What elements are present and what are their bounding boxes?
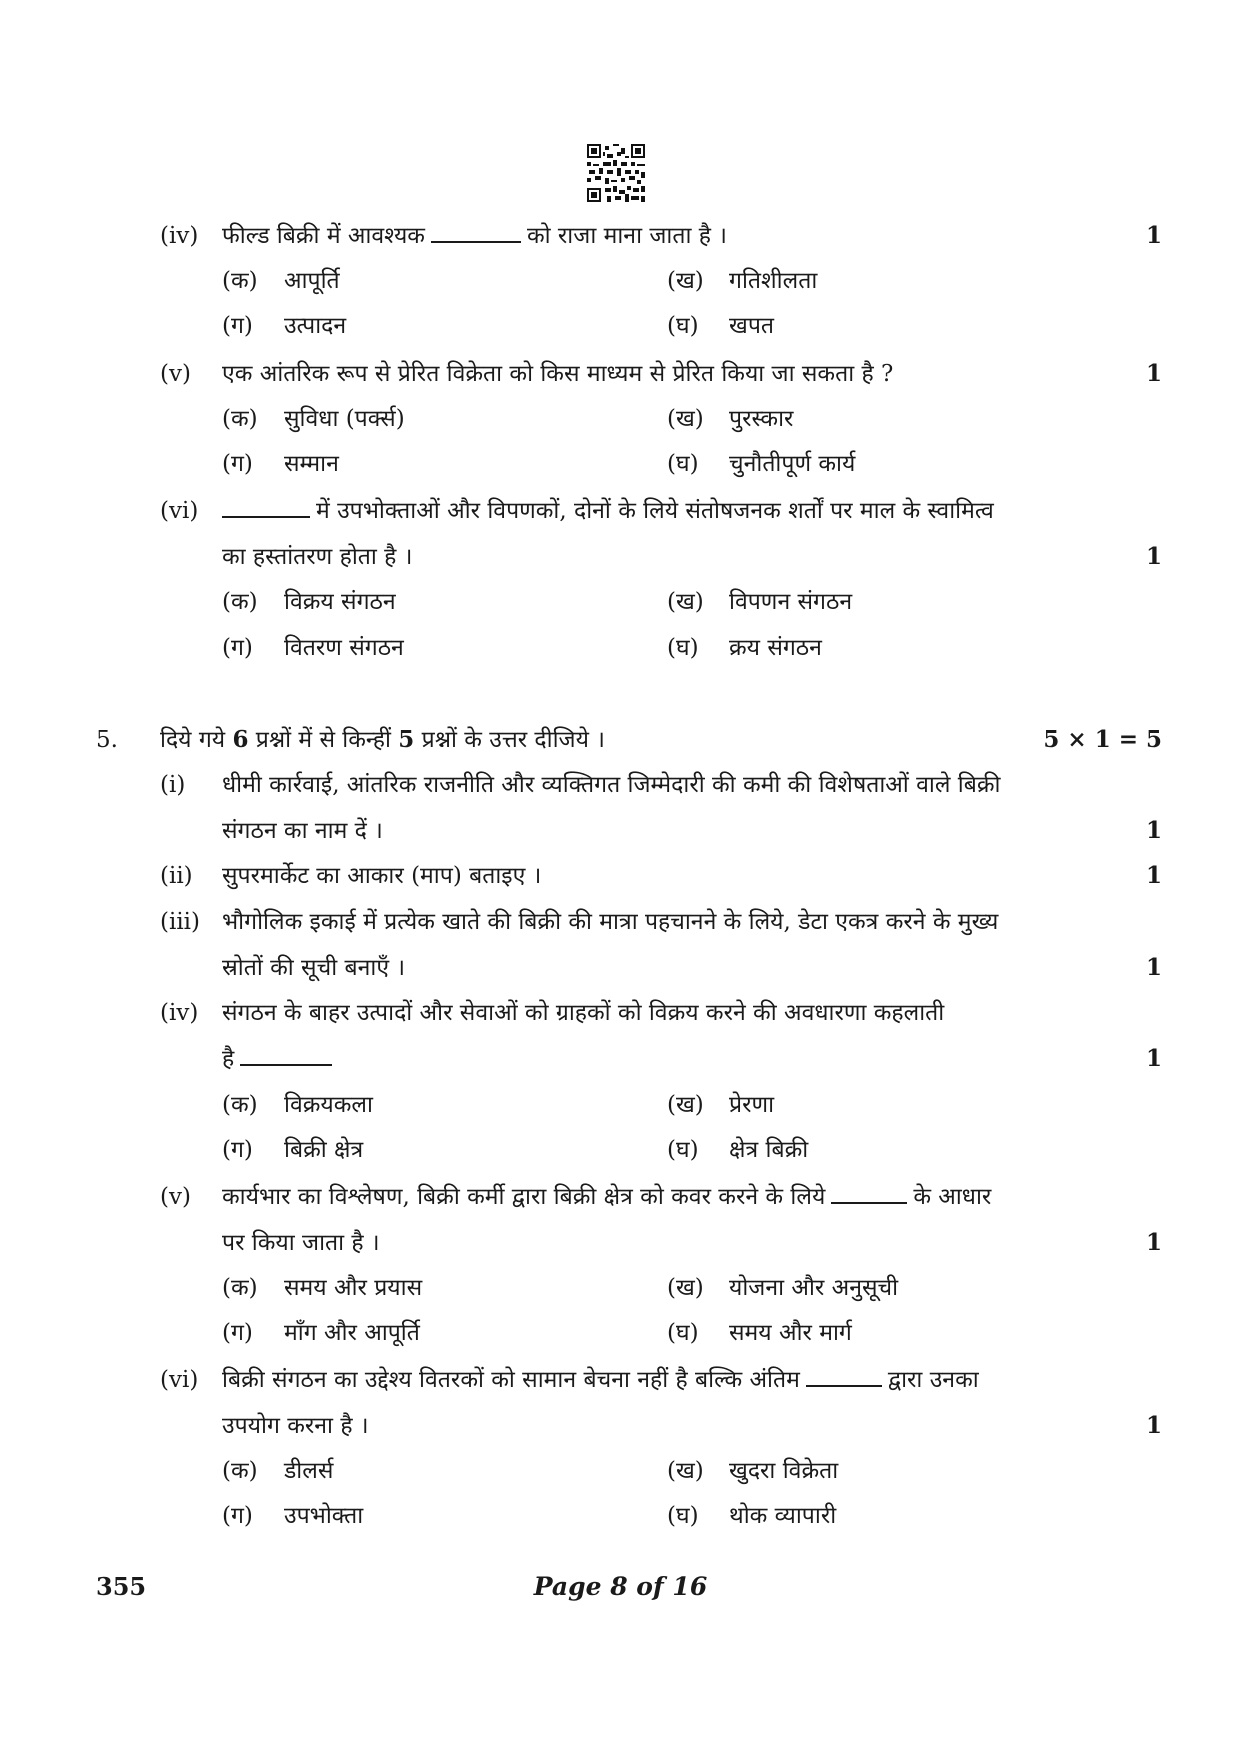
q4-v-number: (v) [160,361,191,387]
option-label: (क) [222,589,258,615]
q5-v-option-d [667,1311,852,1355]
option-text: विपणन संगठन [729,589,853,615]
option-text: थोक व्यापारी [729,1503,837,1529]
q4-iv-number: (iv) [160,223,199,249]
q4-iv-text-after: को राजा माना जाता है । [526,223,727,249]
q4-v-mark: 1 [1145,360,1162,387]
q5-iii-line2: स्रोतों की सूची बनाएँ । [222,955,406,981]
q5-iv-option-b [667,1083,774,1127]
option-label: (घ) [667,1503,699,1529]
option-label: (ख) [667,268,704,294]
option-label: (ग) [222,1137,253,1163]
option-text: खुदरा विक्रेता [729,1458,839,1484]
q4-iv-text-before: फील्ड बिक्री में आवश्यक [222,223,425,249]
q5-v-number: (v) [160,1184,191,1210]
q5-iii-line1: भौगोलिक इकाई में प्रत्येक खाते की बिक्री की मात्रा पहचानने के लिये, डेटा एकत्र करने के मुख्य [222,909,999,935]
option-label: (क) [222,1458,258,1484]
q5-i-number: (i) [160,772,186,798]
option-label: (ग) [222,313,253,339]
q5-iv-option-a [222,1083,373,1127]
q4-v-option-b [667,397,793,441]
option-label: (क) [222,1275,258,1301]
answer-blank [240,1060,332,1066]
qr-code-icon [587,144,645,202]
q4-iv-option-d [667,304,774,348]
q5-iv-option-c [222,1128,363,1172]
option-text: समय और प्रयास [284,1275,423,1301]
option-text: समय और मार्ग [729,1320,852,1346]
q5-v-mark: 1 [1145,1229,1162,1256]
q5-marks-total: 5 × 1 = 5 [1043,726,1162,753]
option-label: (ग) [222,1503,253,1529]
q5-iii-number: (iii) [160,909,201,935]
q5-vi-option-d [667,1494,836,1538]
q5-i-line1: धीमी कार्रवाई, आंतरिक राजनीति और व्यक्तिगत जिम्मेदारी की कमी की विशेषताओं वाले बिक्री [222,772,1001,798]
option-label: (ग) [222,1320,253,1346]
answer-blank [431,237,521,243]
option-text: विक्रयकला [284,1092,373,1118]
q5-i-mark: 1 [1145,817,1162,844]
q5-iv-line1: संगठन के बाहर उत्पादों और सेवाओं को ग्राहकों को विक्रय करने की अवधारणा कहलाती [222,1000,945,1026]
q5-iv-line2-text: है [222,1046,235,1072]
option-text: माँग और आपूर्ति [284,1320,420,1346]
q4-v-option-a [222,397,405,441]
q4-vi-line1 [222,489,994,533]
q4-iv-mark: 1 [1145,222,1162,249]
q5-v-line1-after: के आधार [913,1184,992,1210]
q5-vi-line1-before: बिक्री संगठन का उद्देश्य वितरकों को सामान बेचना नहीं है बल्कि अंतिम [222,1367,800,1393]
q5-vi-mark: 1 [1145,1412,1162,1439]
q5-vi-option-c [222,1494,363,1538]
option-text: आपूर्ति [284,268,340,294]
q4-iv-option-a [222,259,340,303]
option-text: चुनौतीपूर्ण कार्य [729,451,856,477]
q4-vi-option-b [667,580,852,624]
instruction-count: 5 [398,726,415,753]
q5-v-option-c [222,1311,420,1355]
option-label: (ख) [667,1275,704,1301]
page-number: Page 8 of 16 [533,1572,708,1601]
option-text: पुरस्कार [729,406,794,432]
q5-v-option-a [222,1266,422,1310]
q5-iii-mark: 1 [1145,954,1162,981]
option-text: उत्पादन [284,313,347,339]
option-text: डीलर्स [284,1458,334,1484]
q5-ii-text: सुपरमार्केट का आकार (माप) बताइए । [222,863,542,889]
q5-i-line2: संगठन का नाम दें । [222,818,383,844]
q5-vi-number: (vi) [160,1367,199,1393]
q5-v-option-b [667,1266,898,1310]
option-label: (घ) [667,1137,699,1163]
option-label: (क) [222,1092,258,1118]
q5-vi-line2: उपयोग करना है । [222,1413,369,1439]
q5-vi-option-a [222,1449,333,1493]
option-text: बिक्री क्षेत्र [284,1137,364,1163]
q4-vi-option-c [222,626,404,670]
instruction-count: 6 [232,726,249,753]
option-label: (घ) [667,1320,699,1346]
q4-v-text: एक आंतरिक रूप से प्रेरित विक्रेता को किस माध्यम से प्रेरित किया जा सकता है ? [222,361,894,387]
instruction-text: दिये गये [160,727,226,753]
q4-v-option-c [222,442,339,486]
q5-vi-option-b [667,1449,838,1493]
option-label: (घ) [667,451,699,477]
q4-vi-option-d [667,626,822,670]
option-label: (क) [222,406,258,432]
q5-v-line2: पर किया जाता है । [222,1230,380,1256]
option-label: (ग) [222,451,253,477]
option-text: विक्रय संगठन [284,589,396,615]
option-text: खपत [729,313,774,339]
option-text: उपभोक्ता [284,1503,364,1529]
paper-code: 355 [96,1572,147,1601]
q4-vi-line1-after: में उपभोक्ताओं और विपणकों, दोनों के लिये संतोषजनक शर्तों पर माल के स्वामित्व [316,498,994,524]
q5-iv-line2 [222,1037,338,1081]
option-label: (ख) [667,1458,704,1484]
option-text: योजना और अनुसूची [729,1275,899,1301]
option-label: (क) [222,268,258,294]
q4-iv-option-c [222,304,346,348]
option-label: (घ) [667,635,699,661]
q5-v-line1-before: कार्यभार का विश्लेषण, बिक्री कर्मी द्वारा बिक्री क्षेत्र को कवर करने के लिये [222,1184,826,1210]
q5-vi-line1 [222,1358,979,1402]
answer-blank [831,1198,907,1204]
q5-ii-number: (ii) [160,863,193,889]
q5-vi-line1-after: द्वारा उनका [887,1367,979,1393]
option-label: (ख) [667,589,704,615]
q5-iv-option-d [667,1128,808,1172]
option-text: गतिशीलता [729,268,818,294]
option-text: सुविधा (पर्क्स) [284,406,405,432]
option-label: (घ) [667,313,699,339]
q4-v-option-d [667,442,855,486]
q4-vi-mark: 1 [1145,543,1162,570]
answer-blank [806,1381,882,1387]
answer-blank [222,512,310,518]
q5-ii-mark: 1 [1145,862,1162,889]
option-label: (ख) [667,406,704,432]
q4-iv-text [222,214,727,258]
q5-number: 5. [96,727,118,753]
q5-v-line1 [222,1175,991,1219]
option-text: क्षेत्र बिक्री [729,1137,809,1163]
option-text: क्रय संगठन [729,635,822,661]
q5-iv-mark: 1 [1145,1045,1162,1072]
option-text: सम्मान [284,451,339,477]
option-label: (ख) [667,1092,704,1118]
q5-instruction [160,718,605,762]
q4-iv-option-b [667,259,817,303]
option-label: (ग) [222,635,253,661]
instruction-text: प्रश्नों में से किन्हीं [255,727,391,753]
q4-vi-line2: का हस्तांतरण होता है । [222,544,413,570]
option-text: प्रेरणा [729,1092,775,1118]
q5-iv-number: (iv) [160,1000,199,1026]
q4-vi-number: (vi) [160,498,199,524]
instruction-text: प्रश्नों के उत्तर दीजिये । [421,727,605,753]
q4-vi-option-a [222,580,396,624]
option-text: वितरण संगठन [284,635,404,661]
